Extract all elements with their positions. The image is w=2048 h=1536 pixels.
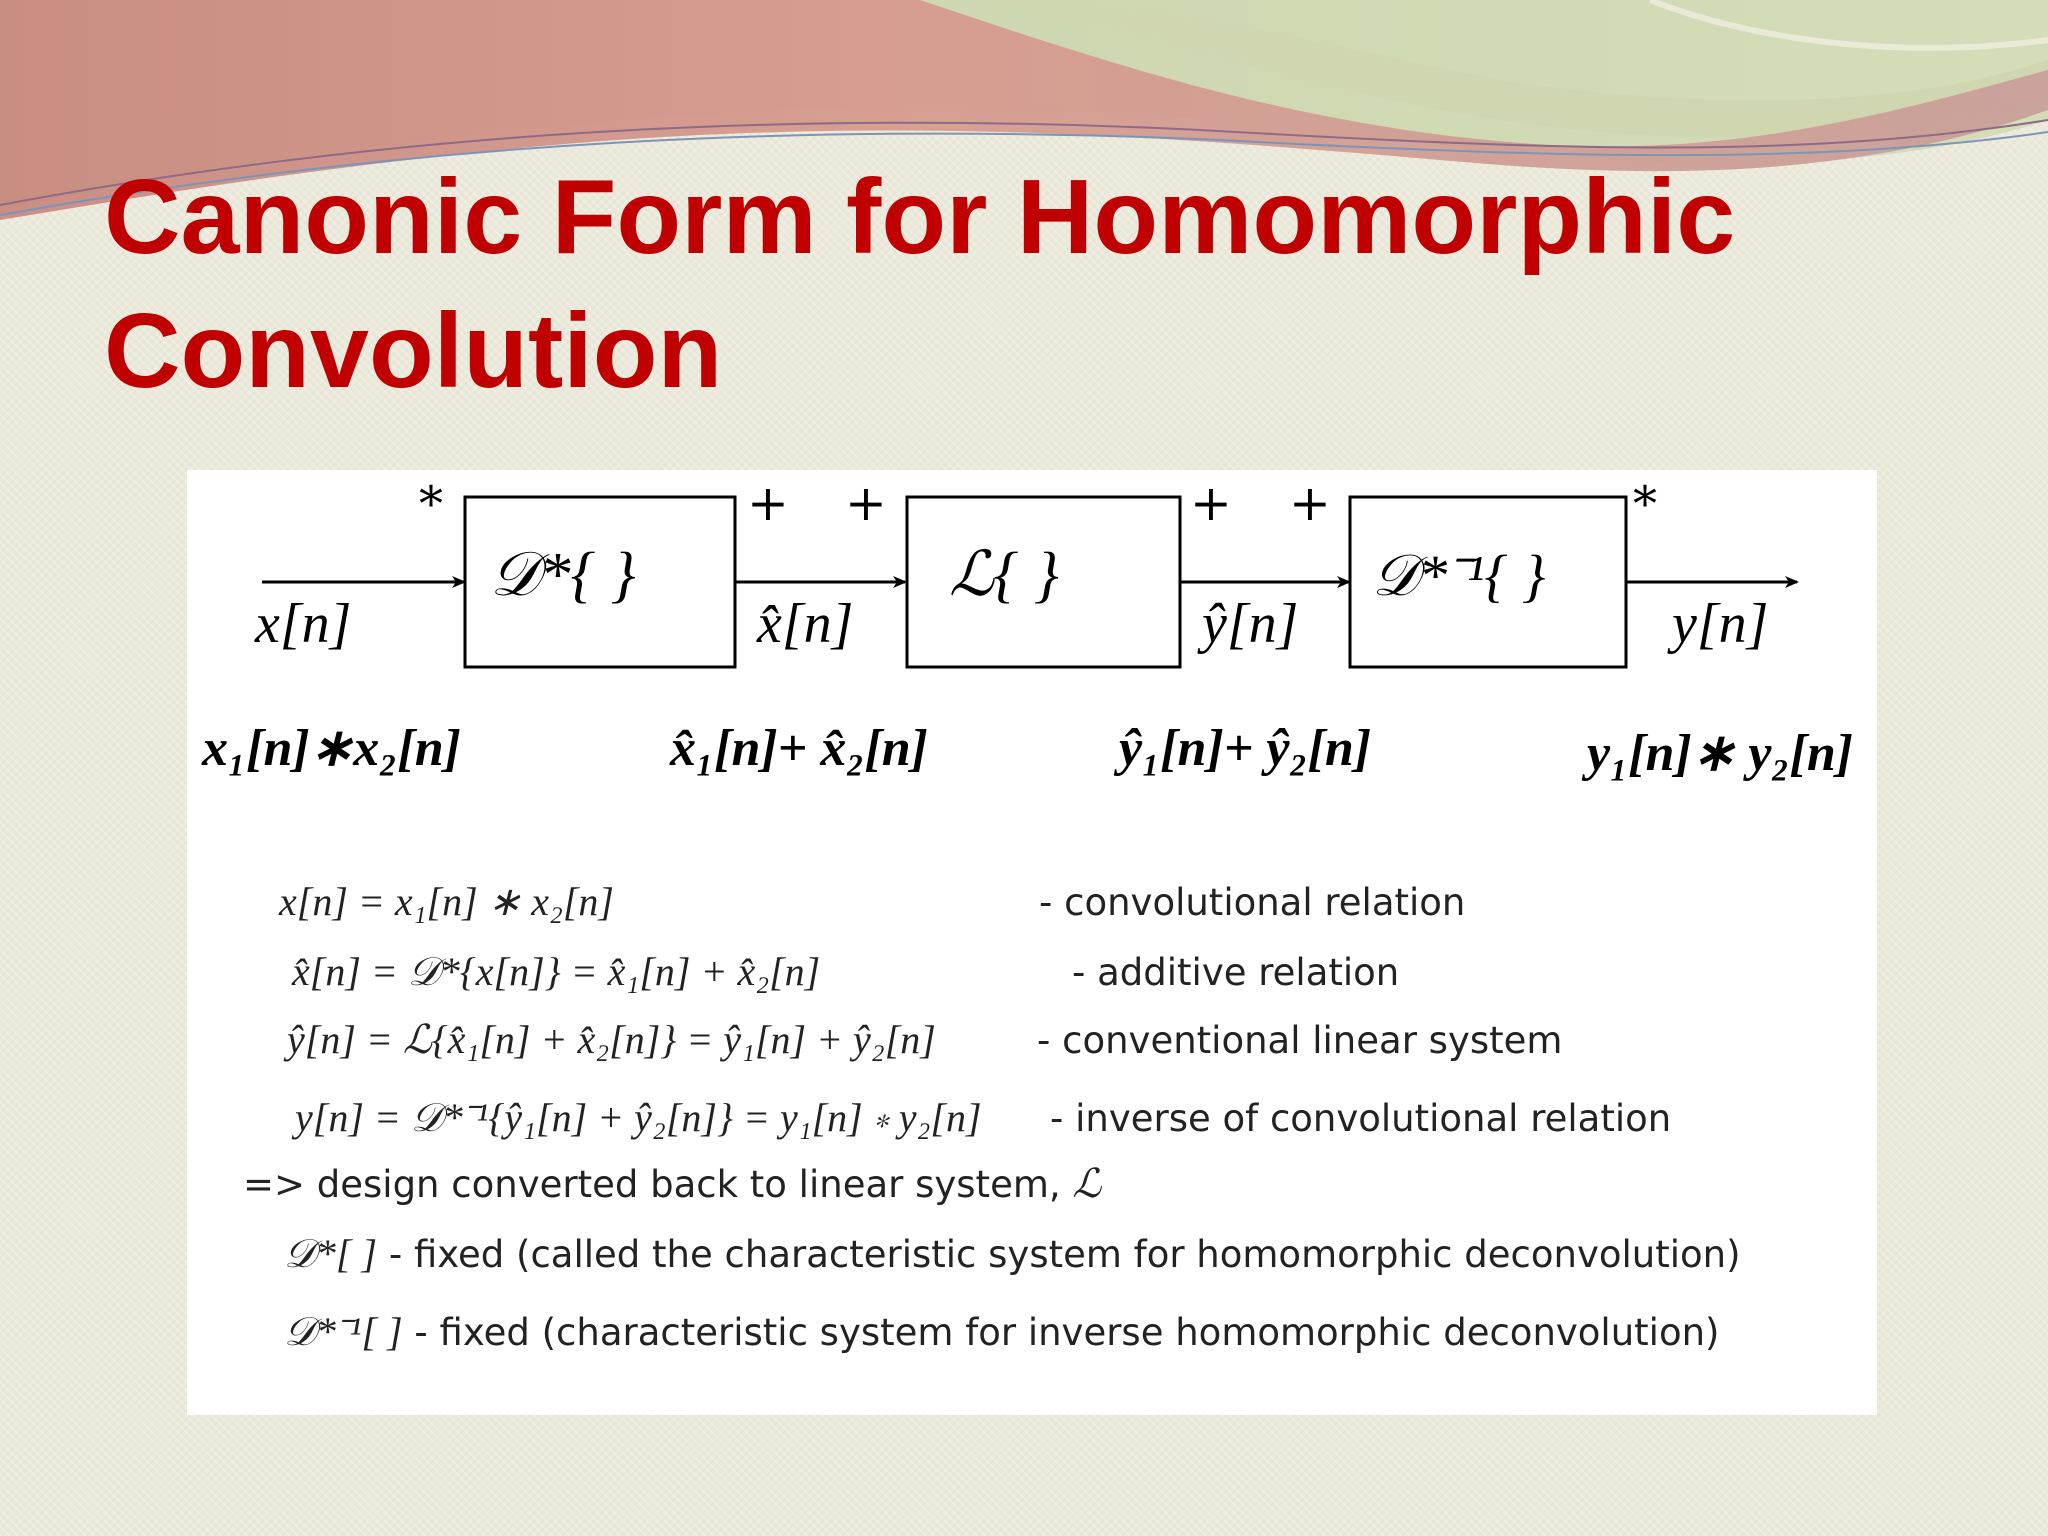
equation-4-math: y[n] = 𝒟*⁻¹{ŷ₁[n] + ŷ₂[n]} = y₁[n] ∗ y₂[n] xyxy=(295,1095,982,1140)
op-plus-1: + xyxy=(747,474,789,532)
op-input-star: * xyxy=(419,476,443,532)
block3-label: 𝒟*⁻¹{ } xyxy=(1372,543,1546,608)
signal-y-hat: ŷ[n] xyxy=(1202,593,1299,655)
title-line-2: Convolution xyxy=(104,292,723,410)
block2-label: ℒ{ } xyxy=(949,541,1059,609)
design-note xyxy=(243,1162,1101,1207)
design-note-text: => design converted back to linear system, xyxy=(243,1163,1061,1206)
sum-input: x₁[n]∗x₂[n] xyxy=(202,720,461,777)
title-line-1: Canonic Form for Homomorphic xyxy=(104,158,1736,276)
equation-row-2 xyxy=(292,950,1399,995)
signal-y: y[n] xyxy=(1672,593,1769,655)
fixed-note-2-text: - fixed (characteristic system for inverse homomorphic deconvolution) xyxy=(414,1311,1720,1354)
fixed-note-2-symbol: 𝒟*⁻¹[ ] xyxy=(284,1309,403,1354)
op-output-star: * xyxy=(1633,476,1657,532)
fixed-note-1-symbol: 𝒟*[ ] xyxy=(284,1231,378,1276)
op-plus-3: + xyxy=(1190,474,1232,532)
sum-output: y₁[n]∗ y₂[n] xyxy=(1587,725,1854,782)
equation-2-desc: - additive relation xyxy=(1072,951,1400,994)
equation-row-1 xyxy=(279,880,1465,925)
fixed-note-2 xyxy=(284,1310,1719,1355)
op-plus-2: + xyxy=(845,474,887,532)
op-plus-4: + xyxy=(1289,474,1331,532)
equation-row-4 xyxy=(295,1096,1671,1141)
equation-3-desc: - conventional linear system xyxy=(1037,1019,1563,1062)
equation-1-math: x[n] = x₁[n] ∗ x₂[n] xyxy=(279,879,614,924)
equation-2-math: x̂[n] = 𝒟*{x[n]} = x̂₁[n] + x̂₂[n] xyxy=(292,949,821,994)
block1-label: 𝒟*{ } xyxy=(490,541,636,609)
sum-y-hat: ŷ₁[n]+ ŷ₂[n] xyxy=(1119,720,1372,777)
diagram-figure xyxy=(187,470,1877,1415)
signal-x-hat: x̂[n] xyxy=(757,593,854,655)
equation-3-math: ŷ[n] = ℒ{x̂₁[n] + x̂₂[n]} = ŷ₁[n] + ŷ₂[n] xyxy=(287,1017,936,1062)
fixed-note-1-text: - fixed (called the characteristic system for homomorphic deconvolution) xyxy=(388,1233,1741,1276)
equation-row-3 xyxy=(287,1018,1562,1063)
equation-4-desc: - inverse of convolutional relation xyxy=(1050,1097,1672,1140)
signal-x: x[n] xyxy=(255,593,352,655)
slide-title xyxy=(104,150,1964,418)
equation-1-desc: - convolutional relation xyxy=(1039,881,1466,924)
sum-x-hat: x̂₁[n]+ x̂₂[n] xyxy=(670,720,928,777)
fixed-note-1 xyxy=(284,1232,1741,1277)
design-note-symbol: ℒ xyxy=(1072,1161,1102,1206)
